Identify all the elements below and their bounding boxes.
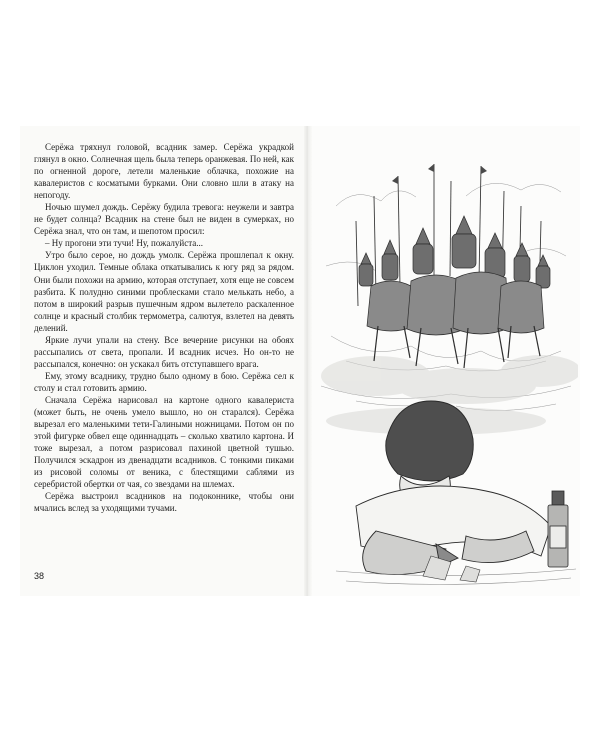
paragraph: Ему, этому всаднику, трудно было одному в бою. Серёжа сел к столу и стал готовить армию. bbox=[34, 370, 294, 393]
page-text bbox=[34, 141, 294, 514]
paragraph: Серёжа выстроил всадников на подоконнике, чтобы они мчались вслед за уходящими тучами. bbox=[34, 491, 294, 514]
paragraph: – Ну прогони эти тучи! Ну, пожалуйста... bbox=[45, 238, 204, 249]
paragraph: Яркие лучи упали на стену. Все вечерние рисунки на обоях рассыпались от света, пропали. И всадник исчез. Но он-то не рассыпался, конечно: он ускакал бить отступавшего врага. bbox=[34, 334, 294, 369]
paragraph: Серёжа тряхнул головой, всадник замер. Серёжа украдкой глянул в окно. Солнечная щель была теперь оранжевая. По ней, как по огненной дороге, летели маленькие облачка, похожие на кавалеристов с косматыми бурками. Они словно шли в атаку на непогоду. bbox=[34, 142, 294, 201]
right-page bbox=[312, 126, 580, 596]
glue-bottle bbox=[548, 491, 568, 567]
horses bbox=[367, 272, 544, 335]
spear-flags bbox=[392, 164, 487, 184]
illustration-sketch bbox=[316, 136, 578, 594]
page-number: 38 bbox=[34, 571, 45, 581]
cavalry-riders bbox=[359, 216, 550, 288]
book-gutter bbox=[304, 126, 312, 596]
paragraph: Сначала Серёжа нарисовал на картоне одного кавалериста (может быть, не очень умело вышло, но он старался). Серёжа вырезал его маленькими тети-Галиными ножницами. Потом он по этой фигурке обвел еще одиннадцать – сколько хватило картона. И тоже вырезал, а потом разрисовал пахиной цветной тушью. Получился эскадрон из двенадцати всадников. С тонкими пиками из рисовой соломы от веника, с блестящими саблями из серебристой обертки от чая, со звездами на шлемах. bbox=[34, 394, 294, 490]
paragraph: Утро было серое, но дождь умолк. Серёжа прошлепал к окну. Циклон уходил. Темные облака откатывались к югу ряд за рядом. Они были похожи на армию, которая отступает, хотя еще не совсем разбита. К полудню синими проблесками стало мелькать небо, а потом в широкий разрыв пушечным ядром вылетело раскаленное солнце и красный столбик термометра, салютуя, взлетел на девять делений. bbox=[34, 250, 294, 333]
book-spread bbox=[20, 126, 580, 596]
paragraph: Ночью шумел дождь. Серёжу будила тревога: неужели и завтра не будет солнца? Всадник на стене был не виден в сумерках, но Серёжа знал, что он там, и шепотом просил: bbox=[34, 202, 294, 237]
left-page bbox=[20, 126, 304, 596]
